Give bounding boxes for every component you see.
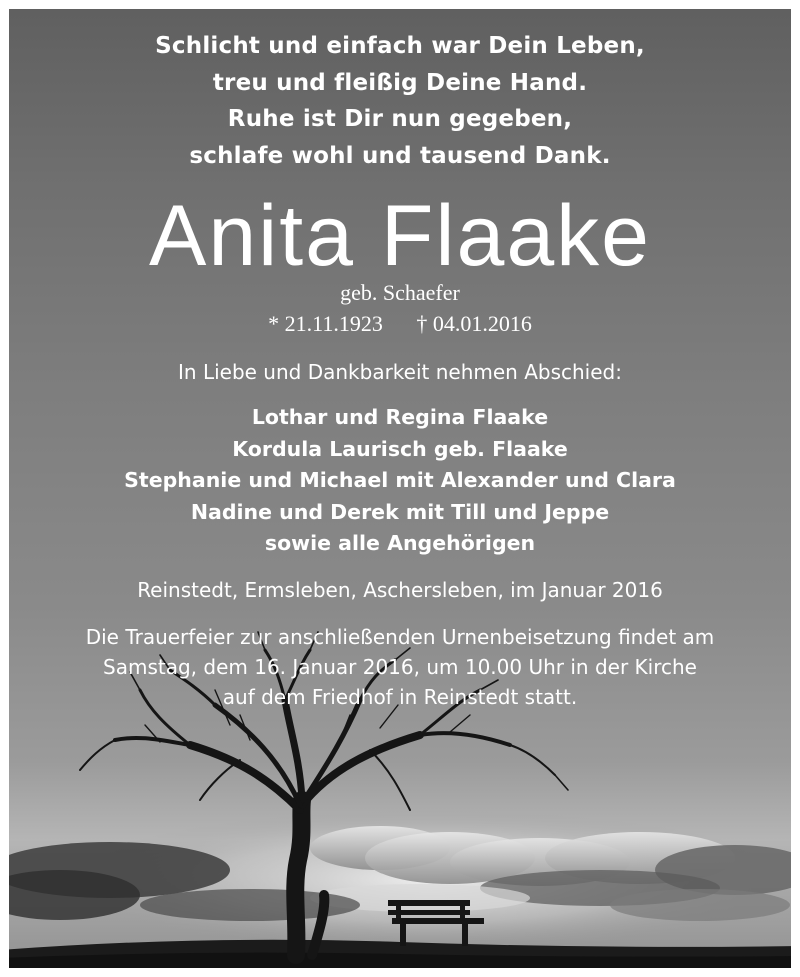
poem-line: treu und fleißig Deine Hand. — [212, 69, 588, 96]
mourner-line: sowie alle Angehörigen — [264, 531, 536, 555]
death-date: † 04.01.2016 — [416, 311, 532, 336]
deceased-name: Anita Flaake — [148, 188, 652, 284]
mourner-line: Lothar und Regina Flaake — [251, 405, 549, 429]
mourners-list — [0, 402, 800, 560]
life-dates — [0, 310, 800, 338]
poem-line: Ruhe ist Dir nun gegeben, — [227, 106, 573, 132]
service-line: auf dem Friedhof in Reinstedt statt. — [222, 685, 578, 709]
mourner-line: Stephanie und Michael mit Alexander und Clara — [124, 468, 676, 492]
farewell-intro: In Liebe und Dankbarkeit nehmen Abschied: — [178, 360, 622, 384]
place-and-date: Reinstedt, Ermsleben, Aschersleben, im Januar 2016 — [137, 578, 663, 602]
memorial-poem — [0, 28, 800, 174]
service-line: Samstag, dem 16. Januar 2016, um 10.00 Uhr in der Kirche — [103, 655, 697, 679]
maiden-name: geb. Schaefer — [340, 280, 460, 305]
mourner-line: Nadine und Derek mit Till und Jeppe — [190, 499, 610, 524]
service-line: Die Trauerfeier zur anschließenden Urnenbeisetzung findet am — [85, 625, 715, 649]
birth-date: * 21.11.1923 — [268, 311, 383, 336]
poem-line: schlafe wohl und tausend Dank. — [189, 142, 611, 169]
mourner-line: Kordula Laurisch geb. Flaake — [232, 436, 568, 461]
funeral-service-info — [0, 622, 800, 712]
poem-line: Schlicht und einfach war Dein Leben, — [155, 33, 645, 59]
